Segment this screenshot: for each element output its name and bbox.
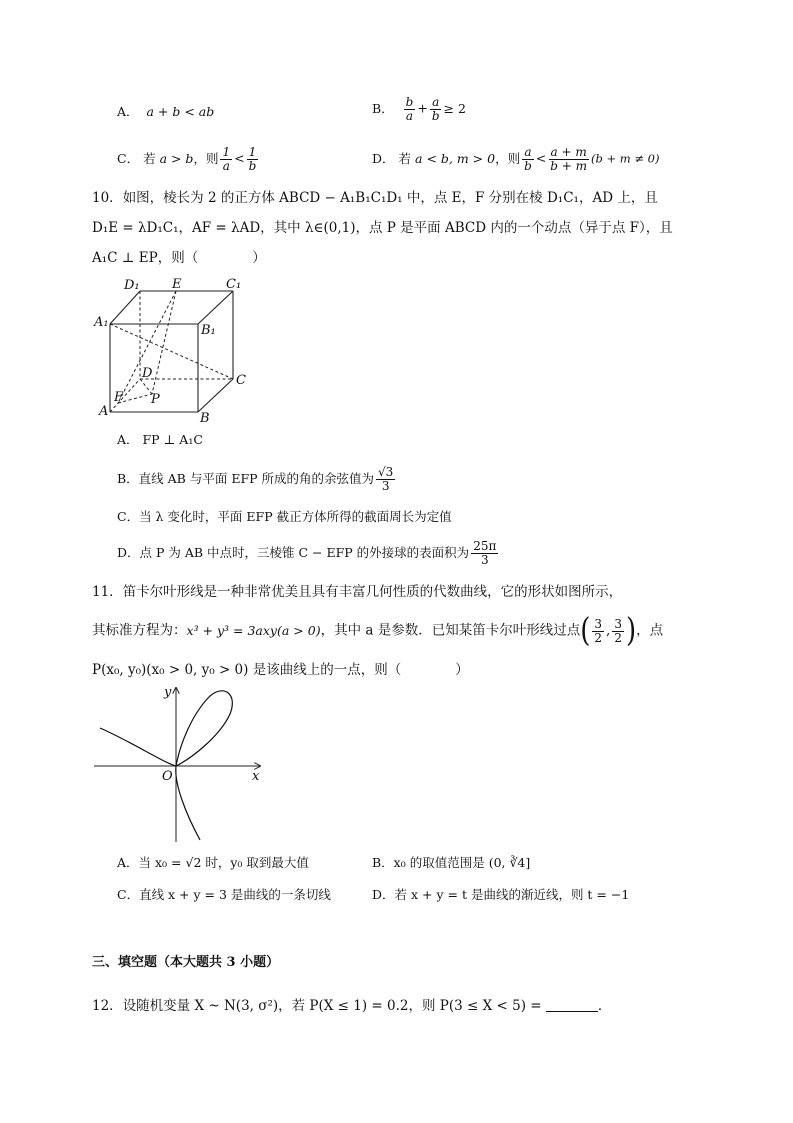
seg-ef [118, 291, 176, 403]
q11-option-c: C．直线 x + y = 3 是曲线的一条切线 [117, 887, 331, 902]
label-a1: A₁ [94, 315, 109, 330]
edge-b1c1 [198, 291, 233, 324]
origin-label: O [162, 769, 173, 784]
q10-option-c: C．当 λ 变化时，平面 EFP 截正方体所得的截面周长为定值 [117, 509, 452, 524]
axis-label-y: y [164, 685, 172, 700]
cube-figure [90, 276, 250, 424]
edge-a1d1 [110, 291, 140, 324]
q10-option-d: D．点 P 为 AB 中点时，三棱锥 C − EFP 的外接球的表面积为 $\frac{25\pi}{3}$ [117, 539, 497, 567]
label-b1: B₁ [201, 323, 216, 338]
seg-fp [118, 394, 152, 403]
folium-figure [92, 684, 267, 844]
q11-line-3: P(x₀, y₀)(x₀ > 0, y₀ > 0) 是该曲线上的一点，则（ ） [92, 662, 469, 678]
q11-line-1: 11．笛卡尔叶形线是一种非常优美且具有丰富几何性质的代数曲线，它的形状如图所示， [92, 584, 623, 600]
q11-option-d: D．若 x + y = t 是曲线的渐近线，则 t = −1 [372, 887, 630, 902]
label-a: A [99, 404, 109, 419]
q9-option-a: A． a + b < ab [117, 104, 215, 119]
label-c: C [236, 373, 246, 388]
label-p: P [151, 392, 160, 407]
label-d1: D₁ [124, 278, 140, 293]
q11-line-2: 其标准方程为：x³ + y³ = 3axy(a > 0)，其中 a 是参数．已知某笛卡尔叶形线过点( $\frac{3}{2}$ , $\frac{3}{2}$ )，点 [92, 612, 664, 650]
label-d: D [142, 366, 153, 381]
q9-option-d: D． 若 a < b, m > 0，则 $\frac{a}{b}$ < $\frac{a + m}{b + m}$ (b + m ≠ 0) [372, 145, 660, 173]
folium-curve [100, 691, 232, 840]
edge-bc [198, 379, 233, 412]
label-c1: C₁ [226, 277, 242, 292]
q12-line: 12．设随机变量 X ~ N(3, σ²)，若 P(X ≤ 1) = 0.2，则 P(3 ≤ X < 5) = ． [92, 998, 612, 1014]
q9-option-c: C． 若 a > b，则 $\frac{1}{a}$ < $\frac{1}{b}$ [117, 145, 257, 173]
axis-label-x: x [252, 769, 260, 784]
label-b: B [200, 411, 210, 424]
label-f: F [114, 390, 124, 405]
q10-line-2: D₁E = λD₁C₁，AF = λAD，其中 λ∈(0,1)，点 P 是平面 ABCD 内的一个动点（异于点 F），且 [92, 220, 673, 236]
q11-option-a: A．当 x₀ = √2 时，y₀ 取到最大值 [117, 855, 309, 870]
section-title: 三、填空题（本大题共 3 小题） [92, 955, 280, 970]
q10-line-1: 10．如图，棱长为 2 的正方体 ABCD − A₁B₁C₁D₁ 中，点 E，F 分别在棱 D₁C₁，AD 上，且 [92, 190, 658, 206]
q10-option-b: B．直线 AB 与平面 EFP 所成的角的余弦值为 $\frac{√3}{3}$ [117, 465, 394, 493]
answer-blank[interactable] [546, 1011, 598, 1012]
q9-option-b: B． $\frac{b}{a}$ + $\frac{a}{b}$ ≥ 2 [372, 95, 466, 123]
q11-option-b: B．x₀ 的取值范围是 (0, ∛4] [372, 855, 531, 870]
q10-option-a: A． FP ⊥ A₁C [117, 432, 203, 447]
label-e: E [172, 277, 182, 292]
q10-line-3: A₁C ⊥ EP，则（ ） [92, 250, 266, 266]
